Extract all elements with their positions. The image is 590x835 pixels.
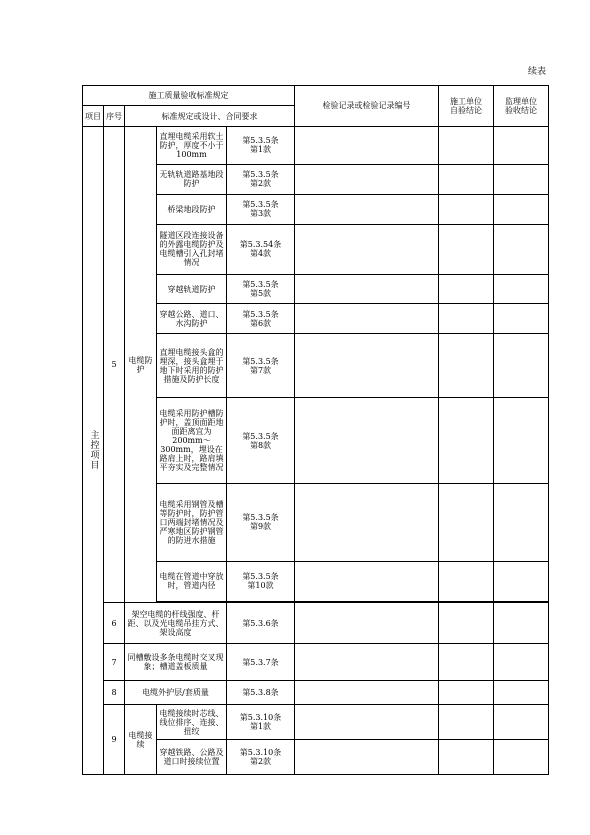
continued-label: 续表	[528, 67, 547, 77]
supervisor-cell[interactable]	[494, 680, 549, 704]
supervisor-cell[interactable]	[494, 561, 549, 602]
contractor-cell[interactable]	[439, 304, 494, 334]
clause-ref: 第5.3.5条 第5款	[227, 274, 295, 304]
record-cell[interactable]	[295, 304, 439, 334]
requirement-text: 穿越公路、道口、水沟防护	[157, 304, 227, 334]
supervisor-cell[interactable]	[494, 126, 549, 164]
clause-ref: 第5.3.10条 第2款	[227, 740, 295, 775]
record-cell[interactable]	[295, 484, 439, 562]
requirement-text: 同槽敷设多条电缆时交叉现象；槽道盖板质量	[125, 644, 227, 681]
record-cell[interactable]	[295, 740, 439, 775]
seq-number: 8	[104, 680, 125, 704]
requirement-text: 穿越轨道防护	[157, 274, 227, 304]
requirement-text: 电缆采用防护槽防护时，盖顶面距地面距离宜为200mm～300mm，埋设在路肩上时，路肩填平夯实及完整情况	[157, 398, 227, 484]
contractor-cell[interactable]	[439, 274, 494, 304]
clause-ref: 第5.3.5条 第10款	[227, 561, 295, 602]
header-contractor: 施工单位 自验结论	[439, 86, 494, 127]
record-cell[interactable]	[295, 333, 439, 397]
clause-ref: 第5.3.5条 第9款	[227, 484, 295, 562]
supervisor-cell[interactable]	[494, 195, 549, 225]
contractor-cell[interactable]	[439, 644, 494, 681]
supervisor-cell[interactable]	[494, 644, 549, 681]
inspection-table	[82, 85, 549, 775]
supervisor-cell[interactable]	[494, 740, 549, 775]
clause-ref: 第5.3.7条	[227, 644, 295, 681]
clause-ref: 第5.3.5条 第8款	[227, 398, 295, 484]
clause-ref: 第5.3.5条 第3款	[227, 195, 295, 225]
seq-number: 9	[104, 705, 125, 775]
record-cell[interactable]	[295, 126, 439, 164]
contractor-cell[interactable]	[439, 195, 494, 225]
contractor-cell[interactable]	[439, 126, 494, 164]
record-cell[interactable]	[295, 644, 439, 681]
header-seq: 序号	[104, 106, 125, 126]
record-cell[interactable]	[295, 680, 439, 704]
supervisor-cell[interactable]	[494, 484, 549, 562]
requirement-text: 桥梁地段防护	[157, 195, 227, 225]
header-item: 项目	[83, 106, 104, 126]
supervisor-cell[interactable]	[494, 333, 549, 397]
requirement-text: 电缆采用钢管及槽等防护时，防护管口两端封堵情况及严寒地区防护钢管的防进水措施	[157, 484, 227, 562]
contractor-cell[interactable]	[439, 164, 494, 195]
supervisor-cell[interactable]	[494, 398, 549, 484]
contractor-cell[interactable]	[439, 224, 494, 274]
contractor-cell[interactable]	[439, 740, 494, 775]
seq-name: 电缆接续	[125, 705, 157, 775]
supervisor-cell[interactable]	[494, 164, 549, 195]
requirement-text: 隧道区段连接设备的外露电缆防护及电缆槽引入孔封堵情况	[157, 224, 227, 274]
requirement-text: 电缆接续时芯线、线位排序、连接、扭绞	[157, 705, 227, 740]
clause-ref: 第5.3.5条 第1款	[227, 126, 295, 164]
supervisor-cell[interactable]	[494, 224, 549, 274]
contractor-cell[interactable]	[439, 561, 494, 602]
requirement-text: 无轨轨道路基地段防护	[157, 164, 227, 195]
clause-ref: 第5.3.8条	[227, 680, 295, 704]
supervisor-cell[interactable]	[494, 705, 549, 740]
contractor-cell[interactable]	[439, 603, 494, 644]
header-standard-group: 施工质量验收标准规定	[83, 86, 295, 106]
record-cell[interactable]	[295, 274, 439, 304]
seq-number: 6	[104, 603, 125, 644]
seq-number: 5	[104, 126, 125, 603]
requirement-text: 直埋电缆接头盒的埋深，接头盒埋于地下时采用的防护措施及防护长度	[157, 333, 227, 397]
clause-ref: 第5.3.10条 第1款	[227, 705, 295, 740]
record-cell[interactable]	[295, 603, 439, 644]
clause-ref: 第5.3.54条 第4款	[227, 224, 295, 274]
clause-ref: 第5.3.5条 第6款	[227, 304, 295, 334]
requirement-text: 电缆外护层/套质量	[125, 680, 227, 704]
record-cell[interactable]	[295, 195, 439, 225]
group-label: 主控项目	[83, 126, 104, 774]
contractor-cell[interactable]	[439, 398, 494, 484]
requirement-text: 电缆在管道中穿放时，管道内径	[157, 561, 227, 602]
clause-ref: 第5.3.5条 第2款	[227, 164, 295, 195]
supervisor-cell[interactable]	[494, 274, 549, 304]
supervisor-cell[interactable]	[494, 304, 549, 334]
header-requirement: 标准规定或设计、合同要求	[125, 106, 295, 126]
record-cell[interactable]	[295, 164, 439, 195]
requirement-text: 架空电缆的杆线强度、杆距、以及光电缆吊挂方式、架设高度	[125, 603, 227, 644]
header-supervisor: 监理单位 验收结论	[494, 86, 549, 127]
record-cell[interactable]	[295, 224, 439, 274]
supervisor-cell[interactable]	[494, 603, 549, 644]
clause-ref: 第5.3.6条	[227, 603, 295, 644]
seq-name: 电缆防护	[125, 126, 157, 603]
seq-number: 7	[104, 644, 125, 681]
record-cell[interactable]	[295, 705, 439, 740]
record-cell[interactable]	[295, 561, 439, 602]
record-cell[interactable]	[295, 398, 439, 484]
clause-ref: 第5.3.5条 第7款	[227, 333, 295, 397]
contractor-cell[interactable]	[439, 333, 494, 397]
header-record: 检验记录或检验记录编号	[295, 86, 439, 127]
contractor-cell[interactable]	[439, 484, 494, 562]
requirement-text: 直埋电缆采用软土防护，厚度不小于100mm	[157, 126, 227, 164]
contractor-cell[interactable]	[439, 680, 494, 704]
contractor-cell[interactable]	[439, 705, 494, 740]
requirement-text: 穿越铁路、公路及道口时接续位置	[157, 740, 227, 775]
